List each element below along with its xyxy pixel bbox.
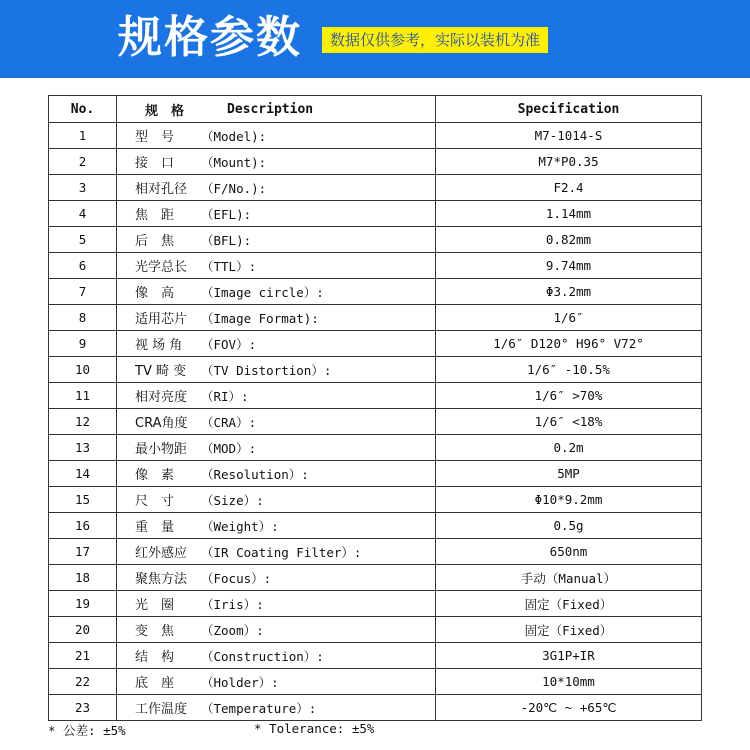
row-specification: M7*P0.35: [436, 149, 702, 175]
row-number: 11: [49, 383, 117, 409]
row-desc-en: （Image circle）:: [201, 284, 324, 300]
row-desc-cn: 红外感应: [135, 546, 188, 561]
row-description: [117, 149, 436, 175]
table-row: [49, 435, 702, 461]
row-desc-cn: TV 畸 变: [135, 364, 187, 379]
row-desc-en: （TTL）:: [201, 258, 257, 274]
table-row: [49, 513, 702, 539]
row-specification: Φ10*9.2mm: [436, 487, 702, 513]
row-number: 3: [49, 175, 117, 201]
row-specification: 9.74mm: [436, 253, 702, 279]
table-row: [49, 175, 702, 201]
row-description: [117, 669, 436, 695]
row-desc-en: （F/No.):: [201, 180, 267, 196]
row-number: 16: [49, 513, 117, 539]
row-desc-cn: 尺 寸: [135, 494, 175, 509]
row-desc-en: （FOV）:: [201, 336, 257, 352]
row-desc-en: （Weight）:: [201, 518, 279, 534]
row-number: 21: [49, 643, 117, 669]
spec-table-body: [49, 123, 702, 721]
table-row: [49, 201, 702, 227]
row-number: 17: [49, 539, 117, 565]
page-title: 规格参数: [118, 12, 302, 63]
row-number: 2: [49, 149, 117, 175]
row-desc-cn: 适用芯片: [135, 312, 188, 327]
header-specification: Specification: [436, 96, 702, 123]
row-description: [117, 539, 436, 565]
row-desc-en: （Resolution）:: [201, 466, 309, 482]
row-number: 8: [49, 305, 117, 331]
row-desc-en: （EFL):: [201, 206, 252, 222]
tolerance-en: * Tolerance: ±5%: [254, 721, 375, 736]
row-number: 13: [49, 435, 117, 461]
table-row: [49, 669, 702, 695]
row-number: 15: [49, 487, 117, 513]
row-desc-cn: 结 构: [135, 650, 175, 665]
row-description: [117, 695, 436, 721]
row-desc-cn: 光学总长: [135, 260, 188, 275]
row-desc-cn: 视 场 角: [135, 338, 183, 353]
table-row: [49, 643, 702, 669]
row-desc-cn: 光 圈: [135, 598, 175, 613]
row-desc-en: （Focus）:: [201, 570, 272, 586]
table-row: [49, 461, 702, 487]
table-row: [49, 253, 702, 279]
table-row: [49, 331, 702, 357]
row-specification: 1.14mm: [436, 201, 702, 227]
row-specification: 0.5g: [436, 513, 702, 539]
row-number: 18: [49, 565, 117, 591]
row-description: [117, 435, 436, 461]
row-number: 1: [49, 123, 117, 149]
row-number: 20: [49, 617, 117, 643]
row-desc-en: （CRA）:: [201, 414, 257, 430]
row-specification: 固定（Fixed）: [436, 591, 702, 617]
row-desc-en: （Size）:: [201, 492, 264, 508]
row-desc-en: （TV Distortion）:: [201, 362, 332, 378]
row-desc-cn: 底 座: [135, 676, 175, 691]
row-number: 4: [49, 201, 117, 227]
row-description: [117, 175, 436, 201]
header-desc-cn: 规 格: [145, 103, 185, 119]
row-specification: 10*10mm: [436, 669, 702, 695]
header-description: [117, 96, 436, 123]
row-specification: 1/6″ <18%: [436, 409, 702, 435]
row-number: 7: [49, 279, 117, 305]
row-desc-en: （Model):: [201, 128, 267, 144]
table-row: [49, 539, 702, 565]
table-row: [49, 305, 702, 331]
row-desc-cn: 相对孔径: [135, 182, 188, 197]
row-description: [117, 513, 436, 539]
row-specification: F2.4: [436, 175, 702, 201]
row-number: 12: [49, 409, 117, 435]
disclaimer-badge: 数据仅供参考，实际以装机为准: [322, 27, 548, 53]
row-desc-en: （IR Coating Filter）:: [201, 544, 362, 560]
row-specification: 固定（Fixed）: [436, 617, 702, 643]
row-description: [117, 487, 436, 513]
row-desc-cn: 像 高: [135, 286, 175, 301]
row-description: [117, 565, 436, 591]
spec-table: [48, 95, 702, 721]
tolerance-cn: * 公差: ±5%: [48, 723, 126, 738]
row-description: [117, 591, 436, 617]
header-banner: [0, 0, 750, 78]
row-specification: 0.82mm: [436, 227, 702, 253]
header-no: No.: [49, 96, 117, 123]
row-specification: M7-1014-S: [436, 123, 702, 149]
row-specification: 650nm: [436, 539, 702, 565]
row-desc-en: （Zoom）:: [201, 622, 264, 638]
table-header-row: [49, 96, 702, 123]
row-desc-cn: 重 量: [135, 520, 175, 535]
table-row: [49, 617, 702, 643]
row-number: 5: [49, 227, 117, 253]
row-description: [117, 461, 436, 487]
row-number: 6: [49, 253, 117, 279]
row-description: [117, 409, 436, 435]
table-row: [49, 695, 702, 721]
row-specification: 1/6″: [436, 305, 702, 331]
row-number: 9: [49, 331, 117, 357]
table-row: [49, 383, 702, 409]
row-desc-cn: 聚焦方法: [135, 572, 188, 587]
row-desc-en: （MOD）:: [201, 440, 257, 456]
row-description: [117, 357, 436, 383]
row-description: [117, 123, 436, 149]
row-desc-cn: 像 素: [135, 468, 175, 483]
row-desc-cn: 后 焦: [135, 234, 175, 249]
row-specification: 手动（Manual）: [436, 565, 702, 591]
row-desc-cn: 最小物距: [135, 442, 188, 457]
row-description: [117, 253, 436, 279]
row-desc-en: （Holder）:: [201, 674, 279, 690]
row-specification: 1/6″ >70%: [436, 383, 702, 409]
row-desc-en: （Mount):: [201, 154, 267, 170]
row-specification: 1/6″ D120° H96° V72°: [436, 331, 702, 357]
table-row: [49, 591, 702, 617]
row-description: [117, 305, 436, 331]
row-specification: 1/6″ -10.5%: [436, 357, 702, 383]
row-specification: 5MP: [436, 461, 702, 487]
table-row: [49, 227, 702, 253]
table-row: [49, 487, 702, 513]
row-description: [117, 227, 436, 253]
row-desc-cn: 焦 距: [135, 208, 175, 223]
row-desc-cn: 变 焦: [135, 624, 175, 639]
row-desc-en: （Image Format):: [201, 310, 319, 326]
row-number: 23: [49, 695, 117, 721]
table-row: [49, 149, 702, 175]
row-specification: 0.2m: [436, 435, 702, 461]
row-desc-en: （Temperature）:: [201, 700, 317, 716]
row-description: [117, 331, 436, 357]
row-number: 14: [49, 461, 117, 487]
table-row: [49, 409, 702, 435]
row-number: 19: [49, 591, 117, 617]
row-description: [117, 279, 436, 305]
row-description: [117, 643, 436, 669]
row-desc-cn: 相对亮度: [135, 390, 188, 405]
table-row: [49, 279, 702, 305]
table-row: [49, 357, 702, 383]
row-desc-en: （RI）:: [201, 388, 249, 404]
row-specification: 3G1P+IR: [436, 643, 702, 669]
row-desc-cn: 接 口: [135, 156, 175, 171]
header-desc-en: Description: [227, 101, 314, 117]
row-description: [117, 383, 436, 409]
table-row: [49, 565, 702, 591]
row-desc-cn: 工作温度: [135, 702, 188, 717]
row-specification: -20℃ ~ +65℃: [436, 695, 702, 721]
row-desc-en: （Iris）:: [201, 596, 264, 612]
row-description: [117, 617, 436, 643]
row-desc-cn: CRA角度: [135, 416, 188, 431]
row-desc-en: （BFL):: [201, 232, 252, 248]
row-number: 10: [49, 357, 117, 383]
row-desc-cn: 型 号: [135, 130, 175, 145]
row-desc-en: （Construction）:: [201, 648, 324, 664]
row-number: 22: [49, 669, 117, 695]
row-description: [117, 201, 436, 227]
table-row: [49, 123, 702, 149]
row-specification: Φ3.2mm: [436, 279, 702, 305]
